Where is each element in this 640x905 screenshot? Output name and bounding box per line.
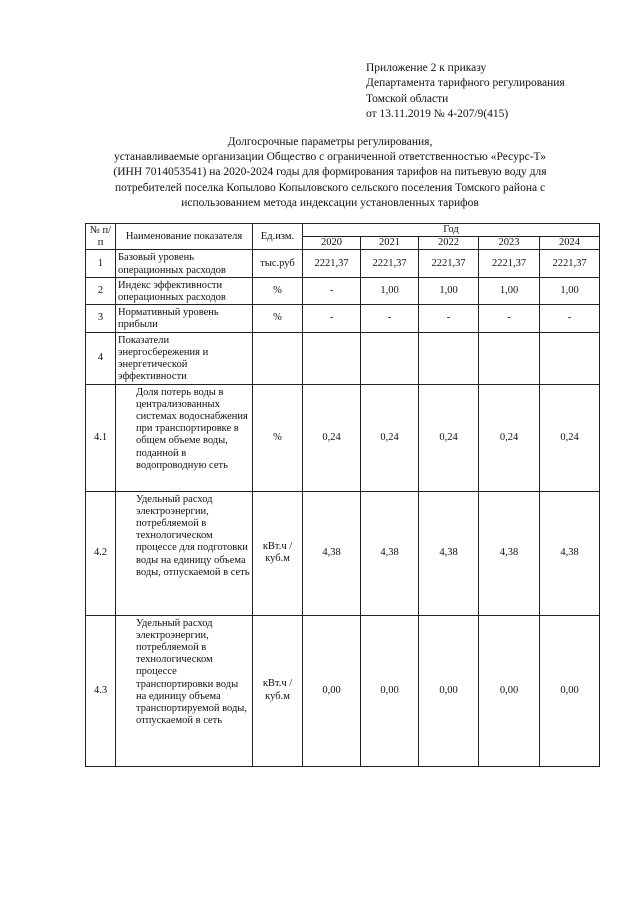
title-line: устанавливаемые организации Общество с ограниченной ответственностью «Ресурс-Т» — [113, 151, 547, 164]
header-year: 2022 — [419, 237, 479, 250]
row-value: 4,38 — [303, 491, 361, 615]
header-year: 2024 — [540, 237, 600, 250]
header-year-group: Год — [303, 224, 600, 237]
row-name: Удельный расход электроэнергии, потребляемой в технологическом процессе для подготовки воды на единицу объема воды, отпускаемой в сеть — [116, 491, 253, 615]
row-unit — [253, 332, 303, 384]
row-value — [361, 332, 419, 384]
row-value: 2221,37 — [361, 250, 419, 277]
title-line: (ИНН 7014053541) на 2020-2024 годы для формирования тарифов на питьевую воду для — [113, 166, 547, 179]
row-value — [540, 332, 600, 384]
row-value: 4,38 — [479, 491, 540, 615]
document-title — [80, 135, 580, 211]
table-row — [86, 332, 600, 384]
row-value: 1,00 — [540, 277, 600, 304]
row-value: 4,38 — [361, 491, 419, 615]
row-value: 0,24 — [540, 384, 600, 491]
table-row — [86, 384, 600, 491]
row-value: 2221,37 — [540, 250, 600, 277]
row-value: 2221,37 — [303, 250, 361, 277]
table-row — [86, 305, 600, 332]
title-line: использованием метода индексации установленных тарифов — [181, 196, 479, 209]
appendix-line: Томской области — [366, 92, 449, 105]
table-row — [86, 250, 600, 277]
row-value: 0,24 — [419, 384, 479, 491]
row-value — [419, 332, 479, 384]
row-value: - — [303, 277, 361, 304]
header-name: Наименование показателя — [116, 224, 253, 250]
row-num: 3 — [86, 305, 116, 332]
header-unit: Ед.изм. — [253, 224, 303, 250]
row-value: 0,00 — [479, 615, 540, 766]
row-value: 1,00 — [419, 277, 479, 304]
row-value: 0,24 — [361, 384, 419, 491]
row-name: Доля потерь воды в централизованных системах водоснабжения при транспортировке в общем объеме воды, поданной в водопроводную сеть — [116, 384, 253, 491]
title-line: потребителей поселка Копылово Копыловского сельского поселения Томского района с — [114, 181, 546, 194]
table-row — [86, 491, 600, 615]
row-unit: % — [253, 384, 303, 491]
row-name: Нормативный уровень прибыли — [116, 305, 253, 332]
table-row — [86, 277, 600, 304]
row-value: 0,00 — [540, 615, 600, 766]
row-name: Индекс эффективности операционных расходов — [116, 277, 253, 304]
row-value: 4,38 — [419, 491, 479, 615]
row-value — [303, 332, 361, 384]
row-num: 2 — [86, 277, 116, 304]
row-value: - — [419, 305, 479, 332]
row-value: 0,00 — [361, 615, 419, 766]
appendix-line: от 13.11.2019 № 4-207/9(415) — [366, 108, 509, 121]
header-year: 2020 — [303, 237, 361, 250]
table-row — [86, 615, 600, 766]
row-value: 4,38 — [540, 491, 600, 615]
row-value: - — [479, 305, 540, 332]
row-unit: % — [253, 277, 303, 304]
row-name: Удельный расход электроэнергии, потребляемой в технологическом процессе транспортировки воды на единицу объема транспортируемой воды, отпускаемой в сеть — [116, 615, 253, 766]
row-unit: % — [253, 305, 303, 332]
row-value: 0,00 — [419, 615, 479, 766]
row-num: 4.3 — [86, 615, 116, 766]
row-value — [479, 332, 540, 384]
header-row — [86, 224, 600, 237]
appendix-line: Приложение 2 к приказу — [366, 62, 487, 74]
row-unit: тыс.руб — [253, 250, 303, 277]
row-value: 1,00 — [361, 277, 419, 304]
row-num: 4 — [86, 332, 116, 384]
row-value: - — [361, 305, 419, 332]
row-num: 1 — [86, 250, 116, 277]
row-value: 2221,37 — [479, 250, 540, 277]
appendix-block — [366, 61, 565, 123]
row-num: 4.1 — [86, 384, 116, 491]
row-value: 0,24 — [303, 384, 361, 491]
row-num: 4.2 — [86, 491, 116, 615]
row-value: 2221,37 — [419, 250, 479, 277]
appendix-line: Департамента тарифного регулирования — [366, 77, 565, 90]
row-unit: кВт.ч / куб.м — [253, 491, 303, 615]
row-name: Базовый уровень операционных расходов — [116, 250, 253, 277]
row-value: 0,24 — [479, 384, 540, 491]
row-name: Показатели энергосбережения и энергетической эффективности — [116, 332, 253, 384]
header-num: № п/п — [86, 224, 116, 250]
title-line: Долгосрочные параметры регулирования, — [227, 136, 433, 148]
row-value: - — [540, 305, 600, 332]
parameters-table — [85, 223, 600, 767]
row-value: - — [303, 305, 361, 332]
header-year: 2023 — [479, 237, 540, 250]
row-unit: кВт.ч / куб.м — [253, 615, 303, 766]
row-value: 1,00 — [479, 277, 540, 304]
header-year: 2021 — [361, 237, 419, 250]
row-value: 0,00 — [303, 615, 361, 766]
